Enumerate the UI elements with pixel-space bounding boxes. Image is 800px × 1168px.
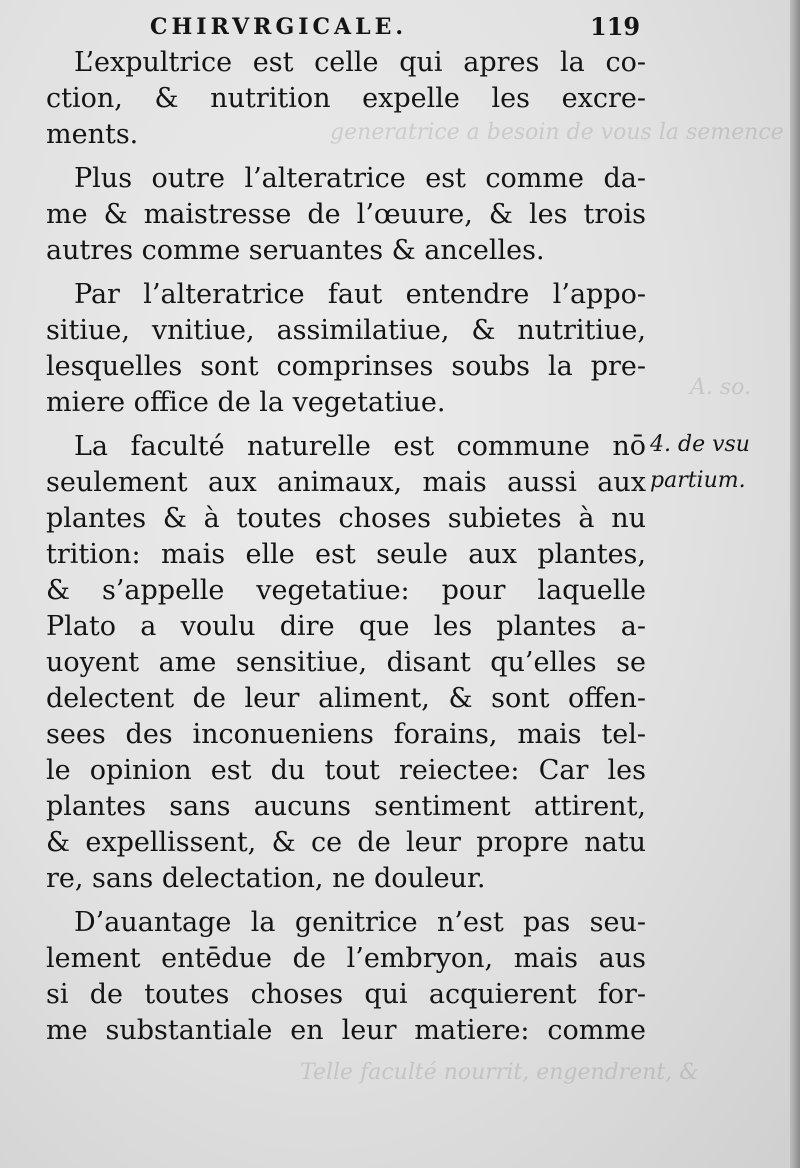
paragraph (46, 429, 646, 897)
text-line: si de toutes choses qui acquierent for- (46, 979, 646, 1010)
text-line: lesquelles sont comprinses soubs la pre- (46, 351, 646, 382)
paragraph (46, 161, 646, 269)
body-text (46, 45, 646, 1049)
text-line: plantes sans aucuns sentiment attirent, (46, 791, 646, 822)
text-line: La faculté naturelle est commune nō (74, 431, 646, 462)
text-line: sitiue, vnitiue, assimilatiue, & nutritiue, (46, 315, 646, 346)
text-line: autres comme seruantes & ancelles. (46, 235, 545, 266)
marginal-note-line: partium. (650, 468, 746, 493)
page-number: 119 (590, 12, 641, 41)
text-line: me substantiale en leur matiere: comme (46, 1015, 646, 1046)
text-line: me & maistresse de l’œuure, & les trois (46, 199, 646, 230)
text-line: lement entēdue de l’embryon, mais aus (46, 943, 646, 974)
text-line: miere office de la vegetatiue. (46, 387, 446, 418)
text-line: trition: mais elle est seule aux plantes, (46, 539, 646, 570)
text-line: Par l’alteratrice faut entendre l’appo- (74, 279, 646, 310)
show-through-text: A. so. (690, 375, 752, 400)
text-line: uoyent ame sensitiue, disant qu’elles se (46, 647, 646, 678)
show-through-text: Telle faculté nourrit, engendrent, & (300, 1060, 699, 1085)
text-line: L’expultrice est celle qui apres la co- (74, 47, 646, 78)
text-line: Plato a voulu dire que les plantes a- (46, 611, 646, 642)
running-head: CHIRVRGICALE. (150, 14, 407, 40)
text-line: le opinion est du tout reiectee: Car les (46, 755, 646, 786)
paragraph (46, 905, 646, 1049)
text-line: delectent de leur aliment, & sont offen- (46, 683, 646, 714)
text-line: seulement aux animaux, mais aussi aux (46, 467, 646, 498)
text-line: Plus outre l’alteratrice est comme da- (74, 163, 646, 194)
marginal-note (650, 427, 790, 499)
marginal-note-line: 4. de vsu (650, 432, 750, 457)
text-line: sees des inconueniens forains, mais tel- (46, 719, 646, 750)
text-line: ments. (46, 119, 139, 150)
text-line: re, sans delectation, ne douleur. (46, 863, 486, 894)
paragraph (46, 277, 646, 421)
paragraph (46, 45, 646, 153)
text-line: & s’appelle vegetatiue: pour laquelle (46, 575, 646, 606)
page-edge-shadow (790, 0, 800, 1168)
show-through-text: generatrice a besoin de vous la semence (330, 120, 784, 145)
text-line: & expellissent, & ce de leur propre natu (46, 827, 646, 858)
text-line: D’auantage la genitrice n’est pas seu- (74, 907, 646, 938)
text-line: plantes & à toutes choses subietes à nu (46, 503, 646, 534)
text-line: ction, & nutrition expelle les excre- (46, 83, 646, 114)
